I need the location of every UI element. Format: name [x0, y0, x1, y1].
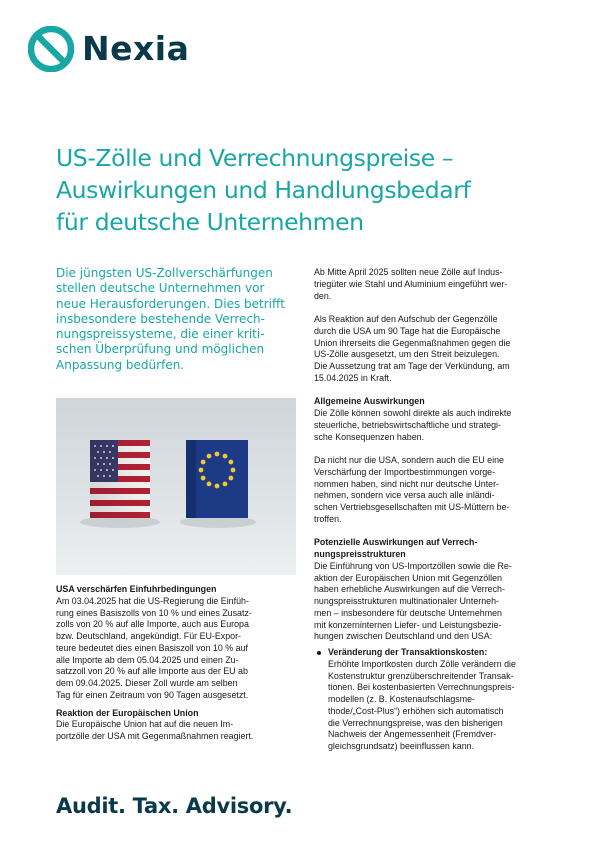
- body-line: modellen (z. B. Kostenaufschlagsme-: [328, 694, 476, 704]
- intro-line: insbesondere bestehende Verrech-: [56, 311, 265, 326]
- section-heading: Allgemeine Auswirkungen: [314, 396, 425, 407]
- body-line: Kostenstruktur grenzüberschreitender Transak-: [328, 670, 514, 681]
- body-line: US-Zölle ausgesetzt, um den Streit beizulegen.: [314, 349, 500, 360]
- body-line: troffen.: [314, 513, 342, 524]
- nexia-logo: [28, 26, 189, 72]
- flag-blocks-image: [56, 398, 296, 575]
- body-line: triegüter wie Stahl und Aluminium eingeführt wer-: [314, 278, 508, 289]
- body-line: Als Reaktion auf den Aufschub der Gegenzölle: [314, 314, 498, 324]
- body-line: durch die USA um 90 Tage hat die Europäische: [314, 325, 501, 336]
- body-line: sche Konsequenzen haben.: [314, 431, 425, 442]
- bullet-icon: [317, 651, 321, 655]
- intro-line: stellen deutsche Unternehmen vor: [56, 281, 265, 296]
- body-line: 15.04.2025 in Kraft.: [314, 372, 392, 383]
- body-line: rung eines Basiszolls von 10 % und eines Zusatz-: [56, 607, 252, 618]
- body-line: nehmen, sondern vice versa auch alle inländi-: [314, 490, 495, 501]
- body-line: Union ihrerseits die Gegenmaßnahmen gegen die: [314, 337, 511, 348]
- body-line: satzzoll von 20 % auf alle Importe aus der EU ab: [56, 666, 248, 677]
- intro-paragraph: [56, 266, 296, 373]
- intro-line: neue Herausforderungen. Dies betrifft: [56, 296, 285, 311]
- body-line: zolls von 20 % auf alle Importe, auch aus Europa: [56, 619, 249, 630]
- body-line: gleichsgrundsatz) beeinflussen kann.: [328, 741, 475, 751]
- section-heading: nungspreisstrukturen: [314, 549, 406, 559]
- body-line: Tag für einen Zeitraum von 90 Tagen ausgesetzt.: [56, 689, 249, 700]
- left-text-column: [56, 584, 296, 743]
- body-line: Ab Mitte April 2025 sollten neue Zölle auf Indus-: [314, 267, 503, 277]
- body-line: schen Vertriebsgesellschaften mit US-Müttern be-: [314, 502, 510, 512]
- intro-line: schen Überprüfung und möglichen: [56, 342, 265, 357]
- body-line: Die Zölle können sowohl direkte als auch indirekte: [314, 408, 512, 418]
- flags-photo: [56, 398, 296, 575]
- body-line: die Verrechnungspreise, was den bisherigen: [328, 717, 503, 728]
- footer-tagline: Audit. Tax. Advisory.: [56, 794, 293, 818]
- section-heading: USA verschärfen Einfuhrbedingungen: [56, 584, 217, 594]
- body-line: bzw. Deutschland, angekündigt. Für EU-Expor-: [56, 631, 241, 641]
- page-title: [56, 142, 556, 238]
- body-line: Die Einführung von US-Importzöllen sowie die Re-: [314, 560, 512, 571]
- body-line: nungspreisstrukturen multinationaler Unterneh-: [314, 596, 499, 606]
- body-line: hungen zwischen Deutschland und den USA:: [314, 631, 493, 642]
- title-line: für deutsche Unternehmen: [56, 208, 364, 236]
- intro-line: Die jüngsten US-Zollverschärfungen: [56, 266, 273, 280]
- body-line: den.: [314, 290, 332, 301]
- body-line: haben erhebliche Auswirkungen auf die Verrech-: [314, 584, 505, 595]
- body-line: men – insbesondere für deutsche Unternehmen: [314, 607, 502, 618]
- body-line: nommen haben, sind nicht nur deutsche Unter-: [314, 478, 500, 489]
- body-line: mit konzerninternen Liefer- und Leistungsbezie-: [314, 619, 502, 630]
- right-text-column: [314, 267, 550, 753]
- eu-flag-block: [186, 440, 248, 518]
- body-line: portzölle der USA mit Gegenmaßnahmen reagiert.: [56, 731, 254, 741]
- body-line: Erhöhte Importkosten durch Zölle verändern die: [328, 658, 516, 669]
- section-heading: Potenzielle Auswirkungen auf Verrech-: [314, 537, 478, 548]
- intro-line: nungspreissysteme, die einer kriti-: [56, 327, 265, 342]
- section-heading: Reaktion der Europäischen Union: [56, 707, 199, 718]
- bullet-label: Veränderung der Transaktionskosten:: [328, 647, 488, 657]
- body-line: Nachweis der Angemessenheit (Fremdver-: [328, 729, 497, 740]
- nexia-logo-icon: [28, 26, 76, 72]
- title-line: US-Zölle und Verrechnungspreise –: [56, 144, 454, 172]
- body-line: Die Aussetzung trat am Tage der Verkündung, am: [314, 361, 510, 371]
- body-line: Die Europäische Union hat auf die neuen Im-: [56, 719, 234, 730]
- body-line: teure bedeutet dies einen Basiszoll von 10 % auf: [56, 642, 248, 653]
- brand-name: Nexia: [82, 29, 190, 68]
- body-line: steuerliche, betriebswirtschaftliche und strategi-: [314, 419, 501, 430]
- us-flag-block: [90, 440, 150, 518]
- body-line: thode/„Cost-Plus“) erhöhen sich automatisch: [328, 705, 504, 716]
- body-line: alle Importe ab dem 05.04.2025 und einen Zu-: [56, 654, 239, 665]
- body-line: dem 09.04.2025. Dieser Zoll wurde am selben: [56, 678, 238, 688]
- title-line: Auswirkungen und Handlungsbedarf: [56, 176, 471, 204]
- body-line: Verschärfung der Importbestimmungen vorge-: [314, 466, 496, 477]
- bullet-item: [314, 647, 550, 753]
- body-line: Am 03.04.2025 hat die US-Regierung die Einfüh-: [56, 595, 249, 606]
- body-line: aktion der Europäischen Union mit Gegenzöllen: [314, 572, 502, 583]
- body-line: Da nicht nur die USA, sondern auch die EU eine: [314, 455, 504, 465]
- intro-line: Anpassung bedürfen.: [56, 357, 185, 372]
- body-line: tionen. Bei kostenbasierten Verrechnungspreis-: [328, 682, 515, 693]
